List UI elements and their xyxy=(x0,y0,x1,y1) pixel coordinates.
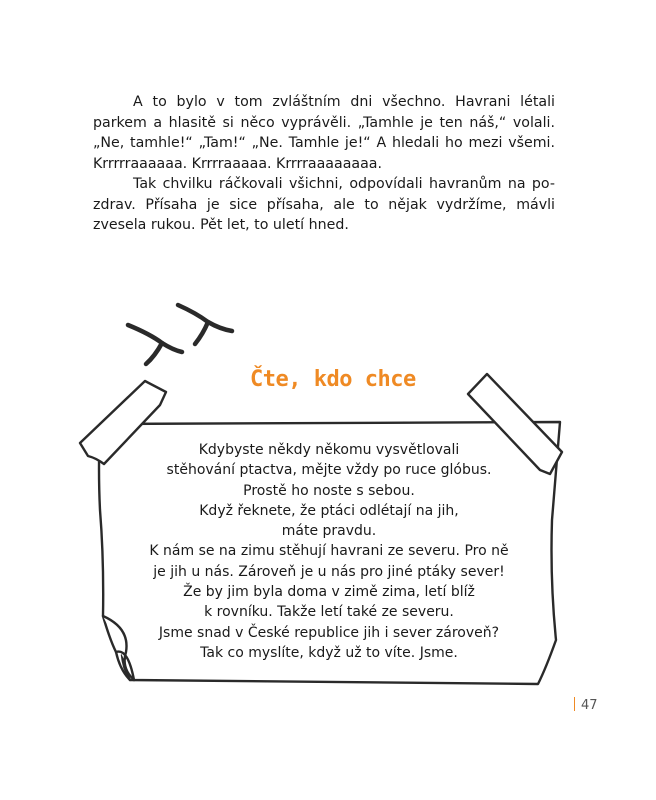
text-line: Krrrrraaaaaa. Krrrraaaaa. Krrrraaaaaaaa. xyxy=(93,155,382,172)
box-line: Že by jim byla doma v zimě zima, letí blíž xyxy=(183,584,475,601)
page-number-divider xyxy=(574,697,575,711)
box-line: Jsme snad v České republice jih i sever zároveň? xyxy=(158,624,500,641)
box-line: Prostě ho noste s sebou. xyxy=(243,482,415,499)
page-number xyxy=(574,697,598,713)
text-line: zdrav. Přísaha je sice přísaha, ale to nějak vydržíme, mávli zvesela xyxy=(93,196,555,233)
text-line: rukou. Pět let, to uletí hned. xyxy=(150,217,349,233)
box-text xyxy=(128,440,530,663)
text-line: parkem a hlasitě si něco vyprávěli. „Tamhle je ten náš,“ volali. xyxy=(93,114,555,131)
text-line: „Ne, tamhle!“ „Tam!“ „Ne. Tamhle je!“ A hledali ho mezi všemi. xyxy=(93,135,555,151)
box-line: Kdybyste někdy někomu vysvětlovali xyxy=(198,442,460,458)
box-line: máte pravdu. xyxy=(281,523,377,540)
text-line: Tak chvilku ráčkovali všichni, odpovídali havranům na po- xyxy=(133,176,555,192)
box-line: je jih u nás. Zároveň je u nás pro jiné ptáky sever! xyxy=(153,563,505,580)
page-number-value: 47 xyxy=(581,698,598,713)
box-line: Tak co myslíte, když už to víte. Jsme. xyxy=(200,644,458,661)
text-line: A to bylo v tom zvláštním dni všechno. Havrani létali xyxy=(133,94,555,110)
box-line: K nám se na zimu stěhují havrani ze severu. Pro ně xyxy=(149,543,509,560)
box-line: k rovníku. Takže letí také ze severu. xyxy=(204,604,454,621)
section-title: Čte, kdo chce xyxy=(250,367,416,392)
box-line: Když řeknete, že ptáci odlétají na jih, xyxy=(199,502,459,519)
box-line: stěhování ptactva, mějte vždy po ruce glóbus. xyxy=(166,462,492,479)
